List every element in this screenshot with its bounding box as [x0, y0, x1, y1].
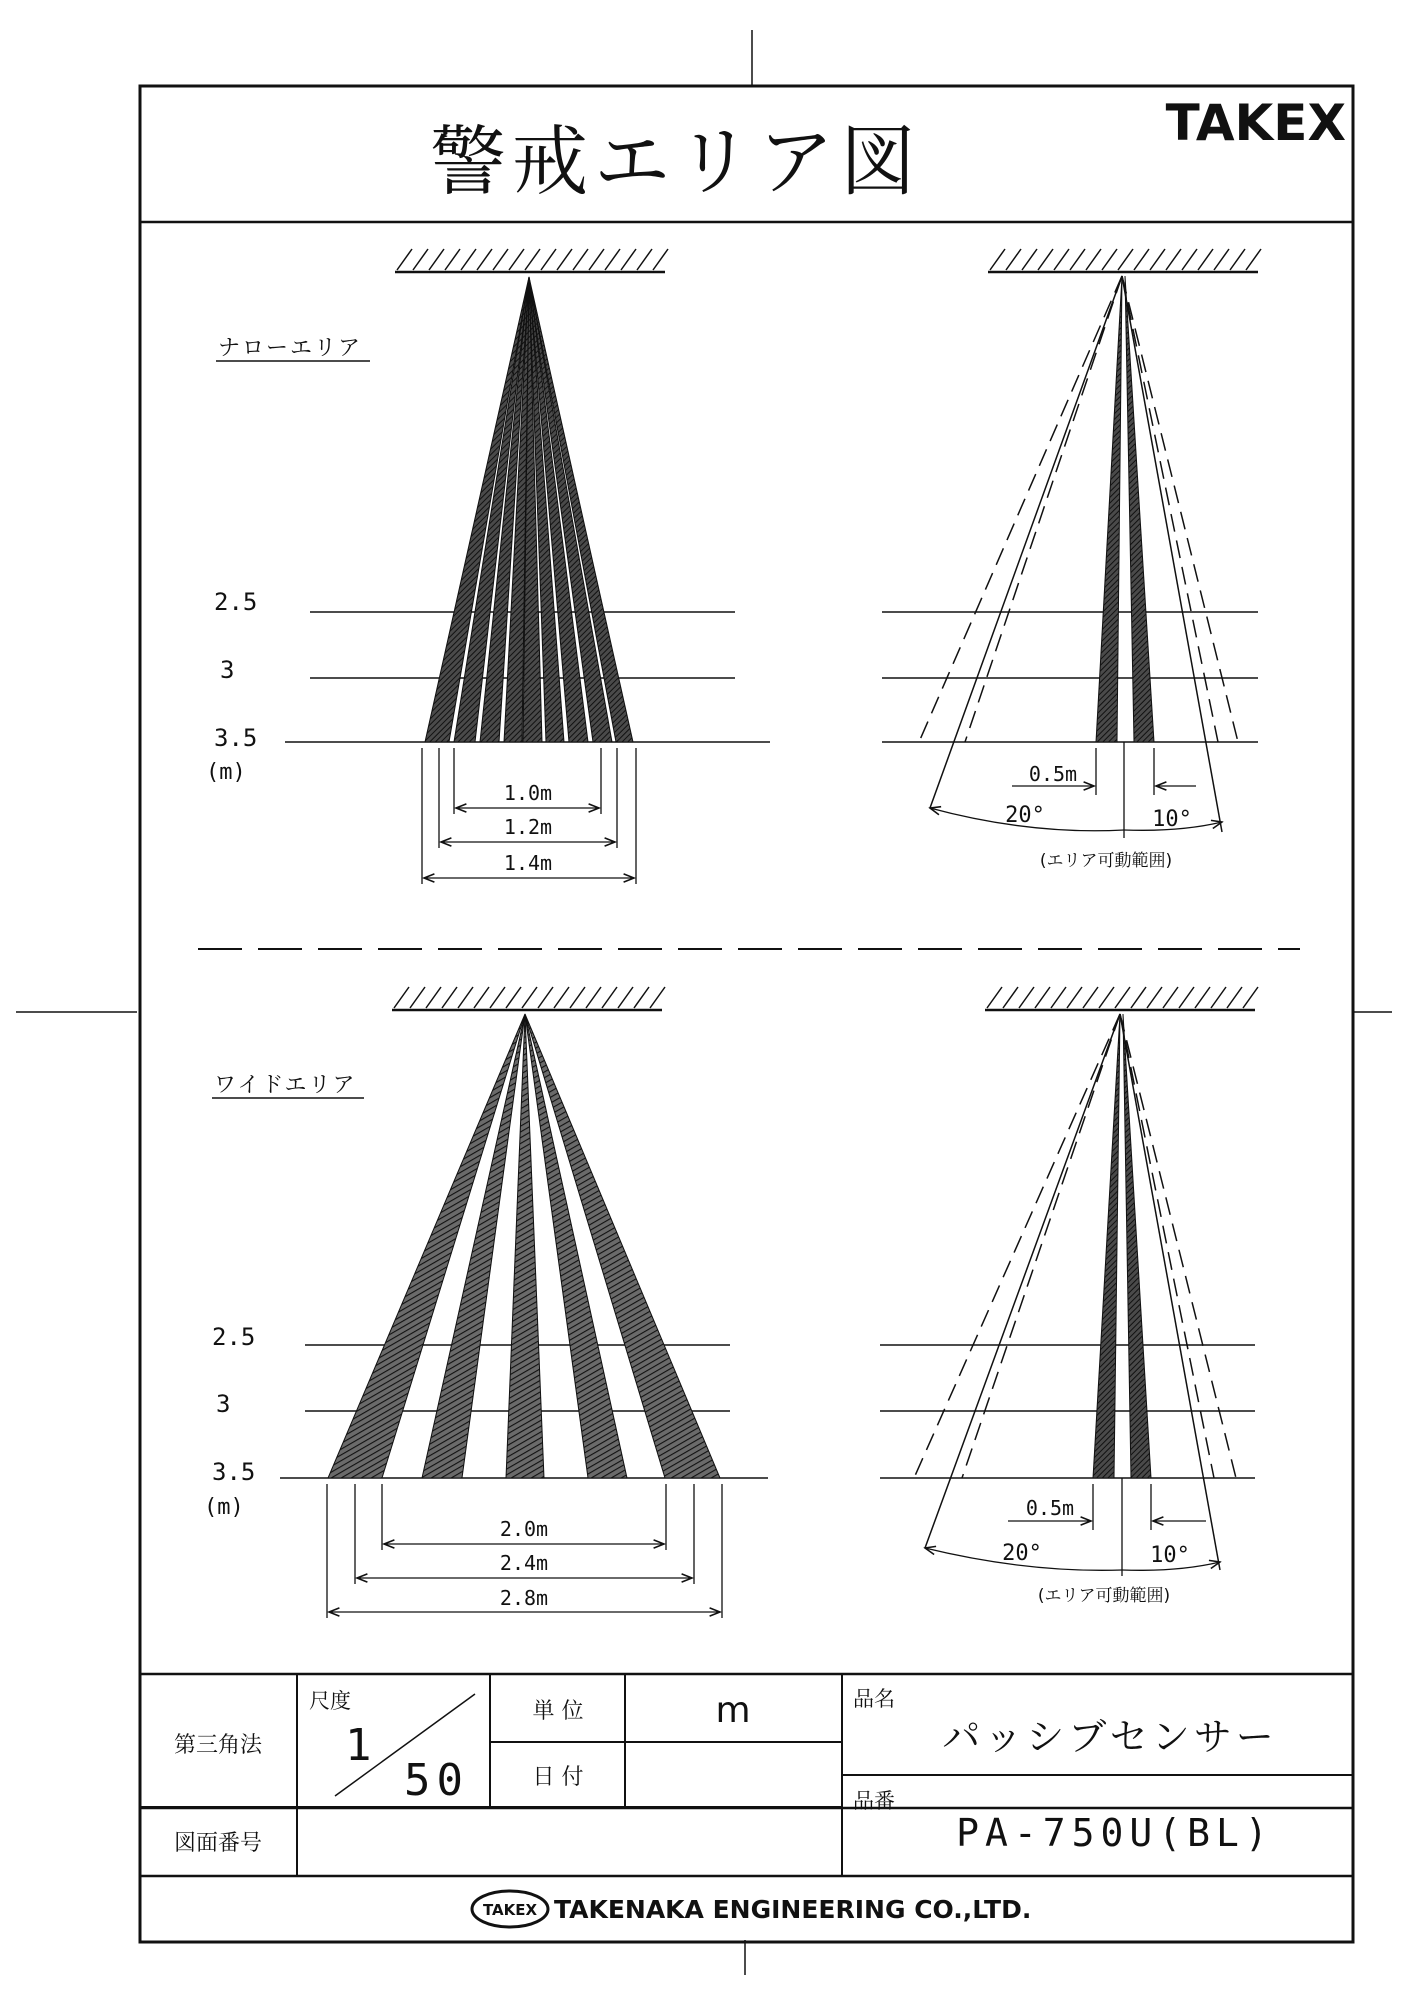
- narrow-level-3-5: 3.5: [214, 724, 258, 752]
- wide-level-2-5: 2.5: [212, 1323, 256, 1351]
- unit-label: 単 位: [532, 1699, 584, 1724]
- wide-level-3: 3: [216, 1390, 231, 1418]
- sheet-title: 警戒エリア図: [430, 117, 922, 206]
- wide-side-width: 0.5m: [1025, 1496, 1075, 1520]
- narrow-unit: (m): [206, 760, 246, 785]
- wide-front-ceiling: [392, 987, 665, 1010]
- company-logo-badge: TAKEX: [482, 1901, 538, 1919]
- narrow-angle-left: 20°: [1005, 803, 1045, 828]
- narrow-side-view: [882, 249, 1261, 838]
- narrow-area-section: [206, 249, 1261, 884]
- product-name-label: 品名: [853, 1687, 895, 1711]
- wide-range-note: (エリア可動範囲): [1037, 1586, 1171, 1606]
- drawing-number-label: 図面番号: [173, 1831, 263, 1856]
- narrow-width-1-0: 1.0m: [503, 781, 553, 805]
- wide-side-view: [880, 987, 1258, 1576]
- projection-label: 第三角法: [173, 1733, 263, 1758]
- wide-angle-right: 10°: [1150, 1543, 1190, 1568]
- date-label: 日 付: [532, 1765, 584, 1790]
- wide-front-beams: [328, 1014, 720, 1478]
- narrow-area-label: ナローエリア: [218, 336, 363, 361]
- wide-unit: (m): [204, 1495, 244, 1520]
- registration-marks: [16, 30, 1392, 1975]
- sheet-frame: [140, 86, 1353, 1942]
- narrow-width-1-4: 1.4m: [503, 851, 553, 875]
- company-logo: [472, 1891, 548, 1927]
- narrow-front-beams: [425, 277, 633, 742]
- product-name: パッシブセンサー: [942, 1715, 1278, 1759]
- narrow-range-note: (エリア可動範囲): [1039, 851, 1173, 871]
- wide-width-2-4: 2.4m: [499, 1551, 549, 1575]
- narrow-level-2-5: 2.5: [214, 588, 258, 616]
- wide-area-label: ワイドエリア: [214, 1073, 357, 1098]
- narrow-side-width: 0.5m: [1028, 762, 1078, 786]
- product-number: PA-750U(BL): [956, 1811, 1274, 1855]
- wide-width-2-8: 2.8m: [499, 1586, 549, 1610]
- narrow-width-1-2: 1.2m: [503, 815, 553, 839]
- product-number-label: 品番: [853, 1789, 895, 1813]
- brand-logo: TAKEX: [1165, 94, 1346, 152]
- wide-level-3-5: 3.5: [212, 1458, 256, 1486]
- wide-width-2-0: 2.0m: [499, 1517, 549, 1541]
- scale-denominator: 50: [404, 1755, 469, 1806]
- unit-value: m: [715, 1690, 751, 1731]
- scale-label: 尺度: [309, 1689, 351, 1713]
- wide-angle-left: 20°: [1002, 1541, 1042, 1566]
- wide-area-section: [204, 987, 1258, 1618]
- narrow-level-3: 3: [220, 656, 235, 684]
- scale-numerator: 1: [345, 1720, 372, 1771]
- narrow-front-ceiling: [395, 249, 668, 272]
- company-name: TAKENAKA ENGINEERING CO.,LTD.: [554, 1895, 1032, 1924]
- narrow-angle-right: 10°: [1152, 807, 1192, 832]
